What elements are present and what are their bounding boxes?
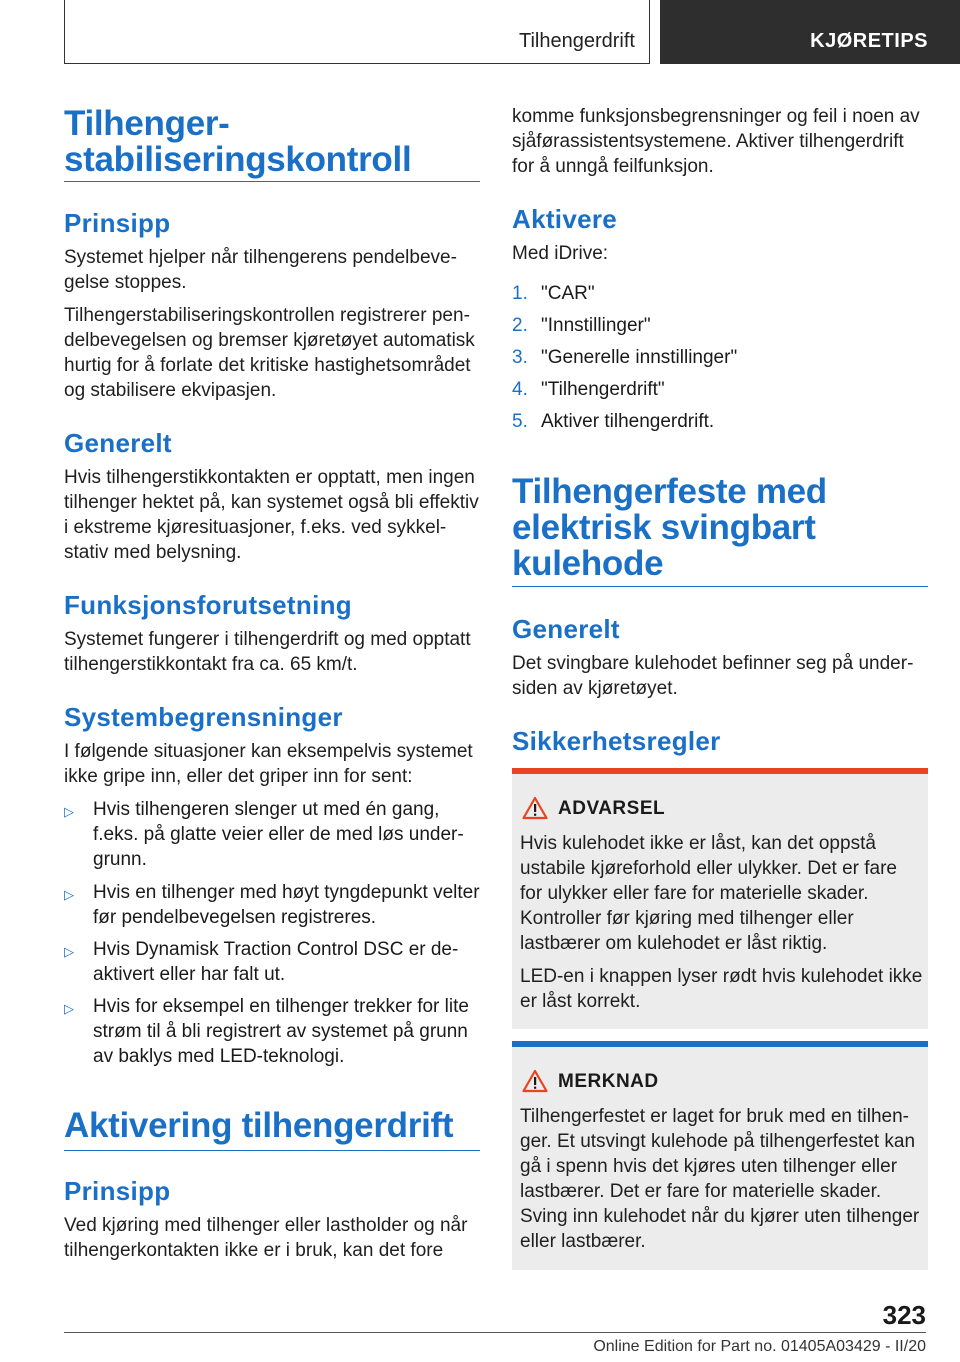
step-text: "CAR" [541,283,595,304]
footer-rule [64,1332,926,1333]
heading-rule [64,181,480,182]
list-item-text: Hvis en tilhenger med høyt tyngdepunkt velter før pendelbevegelsen registreres. [93,882,480,928]
header-chapter-box [660,0,960,64]
heading-stabiliseringskontroll [64,106,480,178]
step-text: Aktiver tilhengerdrift. [541,411,715,432]
subheading-prinsipp: Prinsipp [64,208,171,238]
heading-aktivering-tilhengerdrift: Aktivering tilhengerdrift [64,1106,454,1145]
heading-line: elektrisk svingbart [512,508,816,547]
list-item-text: Hvis for eksempel en tilhenger trekker for lite strøm til å bli registrert av systemet på grunn av baklys med LED-teknologi. [93,996,469,1067]
heading-tilhengerfeste [512,474,928,582]
triangle-bullet-icon: ▷ [64,1001,74,1016]
step-number: 1. [512,283,528,304]
step-text: "Generelle innstillinger" [541,347,738,368]
warning-paragraph-2: LED-en i knappen lyser rødt hvis kulehodet ikke er låst korrekt. [520,966,923,1012]
header-section-box [64,0,650,64]
subheading-funksjonsforutsetning: Funksjonsforutsetning [64,590,352,620]
step-number: 4. [512,379,528,400]
heading-rule [64,1150,480,1151]
heading-rule [512,586,928,587]
step-number: 2. [512,315,528,336]
warning-box [512,768,928,1029]
paragraph-funksjonsforutsetning: Systemet fungerer i tilhengerdrift og med opptatt tilhengerstikkontakt fra ca. 65 km/t. [64,629,471,675]
subheading-generelt: Generelt [64,428,172,458]
header-section-title: Tilhengerdrift [519,30,635,52]
footer-edition: Online Edition for Part no. 01405A03429 - II/20 [593,1338,926,1355]
notice-title: MERKNAD [558,1071,659,1092]
heading-line: stabiliseringskontroll [64,140,412,179]
heading-line: Tilhengerfeste med [512,472,827,511]
subheading-generelt-2: Generelt [512,614,620,644]
notice-paragraph: Tilhengerfestet er laget for bruk med en tilhenger. Et utsvingt kulehode på tilhengerfestet kan gå i spenn hvis det kjøres uten tilhenger eller lastbærer. Det er fare for materielle skader. Sving inn kulehodet når du kjører uten tilhenger eller lastbærer. [520,1106,920,1252]
page-number: 323 [882,1300,926,1330]
subheading-sikkerhetsregler: Sikkerhetsregler [512,726,721,756]
heading-line: kulehode [512,544,664,583]
warning-paragraph-1: Hvis kulehodet ikke er låst, kan det oppstå ustabile kjøreforhold eller ulykker. Det er fare for ulykker eller fare for materielle skader. Kontroller før kjøring med tilhenger eller lastbærer om kulehodet er låst riktig. [520,833,897,954]
paragraph-prinsipp-1: Systemet hjelper når tilhengerens pendelbevegelse stoppes. [64,247,457,293]
step-number: 5. [512,411,528,432]
subheading-systembegrensninger: Systembegrensninger [64,702,343,732]
paragraph-aktivere: Med iDrive: [512,243,609,264]
paragraph-systembegrensninger: I følgende situasjoner kan eksempelvis systemet ikke gripe inn, eller det griper inn for sent: [64,741,473,787]
paragraph-prinsipp-3: Ved kjøring med tilhenger eller lastholder og når tilhengerkontakten ikke er i bruk, kan det fore [64,1215,468,1261]
paragraph-generelt-2: Det svingbare kulehodet befinner seg på undersiden av kjøretøyet. [512,653,914,699]
notice-box [512,1041,928,1270]
header-chapter-title: KJØRETIPS [810,30,928,52]
subheading-prinsipp-2: Prinsipp [64,1176,171,1206]
subheading-aktivere: Aktivere [512,204,618,234]
warning-title: ADVARSEL [558,798,666,819]
paragraph-generelt: Hvis tilhengerstikkontakten er opptatt, men ingen tilhenger hektet på, kan systemet også bli effektiv i ekstreme kjøresituasjoner, f.eks. ved sykkelstativ med belysning. [64,467,479,563]
paragraph-prinsipp-2: Tilhengerstabiliseringskontrollen registrerer pendelbevegelsen og bremser kjøretøyet automatisk hurtig for å forlate det kritiske hastighetsområdet og stabilisere ekvipasjen. [64,305,475,401]
step-text: "Tilhengerdrift" [541,379,665,400]
paragraph-continued: komme funksjonsbegrensninger og feil i noen av sjåførassistentsystemene. Aktiver tilhengerdrift for å unngå feilfunksjon. [512,106,920,177]
list-item-text: Hvis tilhengeren slenger ut med én gang, f.eks. på glatte veier eller de med løs undergrunn. [93,799,464,870]
triangle-bullet-icon: ▷ [64,804,74,819]
triangle-bullet-icon: ▷ [64,887,74,902]
step-text: "Innstillinger" [541,315,651,336]
list-item-text: Hvis Dynamisk Traction Control DSC er deaktivert eller har falt ut. [93,939,459,985]
warning-triangle-icon [522,796,548,820]
warning-triangle-icon [522,1069,548,1093]
heading-line: Tilhenger- [64,104,230,143]
step-number: 3. [512,347,528,368]
triangle-bullet-icon: ▷ [64,944,74,959]
